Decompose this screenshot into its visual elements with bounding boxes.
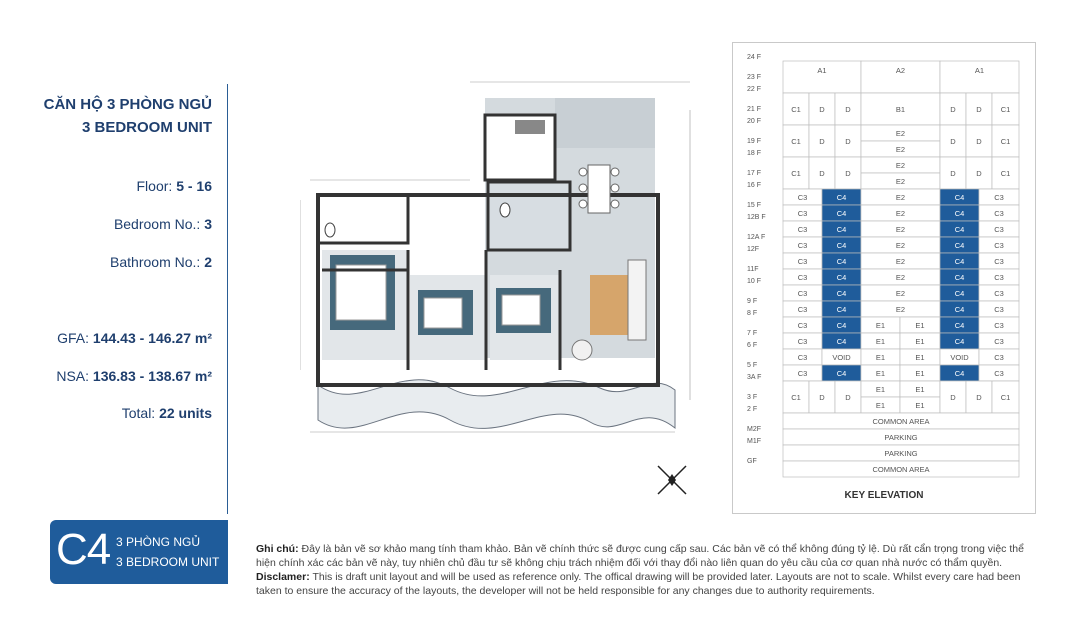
elevation-cell-label: E2 (895, 129, 906, 138)
balcony (318, 380, 675, 429)
bed-3-mattress (502, 295, 540, 325)
floor-label: 12A F (747, 234, 766, 241)
elevation-cell-label: C3 (797, 305, 808, 314)
elevation-cell-label: D (845, 105, 851, 115)
elevation-cell-label: D (819, 393, 825, 403)
toilet-2 (500, 203, 510, 217)
bathroom-stat (110, 254, 212, 270)
bed-2-mattress (424, 298, 462, 328)
elevation-cell-label: E2 (895, 145, 906, 154)
bedroom-label: Bedroom No.: (113, 216, 201, 232)
elevation-cell-label: C3 (994, 193, 1004, 202)
gfa-value: 144.43 - 146.27 m² (92, 330, 212, 346)
elevation-cell-label: C3 (994, 225, 1004, 234)
elevation-cell-label: C3 (994, 241, 1004, 250)
floor-label: 24 F (747, 54, 762, 61)
elevation-cell-label: B1 (895, 105, 906, 115)
elevation-cell-label: D (976, 105, 982, 115)
elevation-cell-label: VOID (832, 353, 851, 362)
elevation-cell-label: PARKING (884, 449, 918, 458)
floor-label: 8 F (747, 310, 758, 317)
bedroom-stat (114, 216, 212, 232)
elevation-cell-label: D (845, 137, 851, 147)
elevation-cell-label: D (976, 169, 982, 179)
elevation-cell-label: D (950, 105, 956, 115)
key-elevation-panel (732, 42, 1036, 514)
floor-label: 3A F (747, 374, 762, 381)
note-vi-label: Ghi chú: (256, 543, 299, 555)
elevation-cell-label: C4 (836, 225, 847, 234)
elevation-cell-label: C4 (836, 369, 847, 378)
gfa-stat (57, 330, 212, 346)
elevation-cell-label: C4 (954, 369, 965, 378)
elevation-cell-label: C4 (954, 193, 965, 202)
elevation-cell-label: D (950, 393, 956, 403)
elevation-cell-label: C4 (836, 193, 847, 202)
elevation-cell-label: D (819, 137, 825, 147)
elevation-cell-label: E2 (895, 209, 906, 218)
gfa-label: GFA: (57, 330, 90, 346)
elevation-cell-label: C4 (836, 321, 847, 330)
elevation-cell-label: E2 (895, 193, 906, 202)
elevation-cell-label: E1 (915, 369, 925, 378)
elevation-cell-label: E2 (895, 225, 906, 234)
elevation-cell-label: C4 (954, 273, 965, 282)
north-arrow-icon (652, 460, 692, 500)
elevation-cell-label: C3 (797, 337, 808, 346)
toilet-1 (325, 223, 335, 237)
elevation-cell-label: C1 (1000, 137, 1011, 147)
elevation-cell-label: C4 (954, 241, 965, 250)
elevation-cell-label: C3 (797, 225, 808, 234)
elevation-cell-label: E2 (895, 305, 906, 314)
elevation-cell-label: C1 (791, 105, 801, 115)
elevation-cell-label: D (976, 393, 982, 403)
floor-label: 10 F (747, 278, 762, 285)
elevation-cell-label: COMMON AREA (872, 417, 930, 426)
elevation-cell-label: D (950, 137, 956, 147)
elevation-cell-label: C3 (994, 305, 1004, 314)
living-rug (590, 275, 630, 335)
bathroom-value: 2 (204, 254, 212, 270)
elevation-cell-label: E1 (915, 337, 925, 346)
unit-code: C4 (56, 525, 111, 574)
floor-label: 6 F (747, 342, 758, 349)
bedroom-value: 3 (204, 216, 212, 232)
nsa-value: 136.83 - 138.67 m² (92, 368, 212, 384)
elevation-cell-label: C4 (836, 305, 847, 314)
elevation-cell-label: D (976, 137, 982, 147)
floor-label: 12F (747, 246, 760, 253)
note-en (256, 570, 1046, 598)
elevation-cell-label: C4 (836, 273, 847, 282)
elevation-cell-label: C4 (954, 225, 965, 234)
note-en-text: This is draft unit layout and will be used as reference only. The offical drawing will be provided later. Layouts are not to scale. Whilst every care had been taken to ensure the accuracy of the layouts, the developer will not be held responsible for any changes due to authority requirements. (256, 571, 1021, 597)
floor-label: 17 F (747, 170, 762, 177)
elevation-cell-label: D (845, 169, 851, 179)
elevation-cell-label: E2 (895, 289, 906, 298)
elevation-cell-label: C3 (994, 337, 1004, 346)
elevation-cell-label: E1 (915, 401, 925, 410)
floor-label: 7 F (747, 330, 758, 337)
elevation-cell-label: C1 (1000, 393, 1011, 403)
elevation-cell-label: C3 (994, 209, 1004, 218)
floor-value: 5 - 16 (176, 178, 212, 194)
unit-title-en: 3 BEDROOM UNIT (81, 119, 212, 136)
elevation-cell-label: E2 (895, 177, 906, 186)
elevation-cell-label: C4 (954, 209, 965, 218)
elevation-cell-label: A1 (817, 66, 827, 75)
dining-table (588, 165, 610, 213)
note-vi-text: Đây là bản vẽ sơ khảo mang tính tham khảo. Bản vẽ chính thức sẽ được cung cấp sau. Các bản vẽ có thể không đúng tỷ lệ. Dù rất cẩn trọng trong việc thể hiện chính xác các bản vẽ này, tuy nhiên chủ đầu tư sẽ không chịu trách nhiệm đối với thay đổi nào liên quan do yêu cầu của cơ quan nhà nước có thẩm quyền. (256, 543, 1024, 569)
elevation-cell-label: E2 (895, 273, 906, 282)
elevation-cell-label: E1 (915, 353, 925, 362)
total-label: Total: (121, 405, 156, 421)
note-vi (256, 542, 1046, 570)
terrace-area (555, 98, 655, 148)
elevation-cell-label: C3 (994, 353, 1004, 362)
floor-label: 15 F (747, 202, 762, 209)
elevation-cell-label: C3 (994, 257, 1004, 266)
floor-label: 11F (747, 266, 759, 273)
elevation-cell-label: E2 (895, 241, 906, 250)
elevation-cell-label: C3 (994, 321, 1004, 330)
elevation-cell-label: E1 (875, 321, 886, 330)
elevation-cell-label: VOID (950, 353, 969, 362)
floor-label: M1F (747, 438, 761, 445)
disclaimer-notes (256, 542, 1046, 598)
elevation-cell-label: COMMON AREA (872, 465, 930, 474)
floor-label: M2F (747, 426, 761, 433)
elevation-cell-label: C3 (797, 273, 808, 282)
floor-label: 3 F (747, 394, 758, 401)
elevation-cell-label: C4 (836, 337, 847, 346)
elevation-cell-label: E1 (875, 337, 886, 346)
total-stat (122, 405, 212, 421)
elevation-cell-label: C3 (797, 321, 808, 330)
floor-label: 19 F (747, 138, 762, 145)
nsa-label: NSA: (56, 368, 90, 384)
armchair (572, 340, 592, 360)
elevation-cell-label: C1 (1000, 169, 1011, 179)
elevation-cell-label: C1 (791, 137, 801, 147)
elevation-cell-label: C4 (836, 257, 847, 266)
elevation-cell-label: C4 (836, 241, 847, 250)
panel-divider (227, 84, 228, 514)
floor-label: 23 F (747, 74, 762, 81)
sofa (628, 260, 646, 340)
floor-label: 2 F (747, 406, 758, 413)
elevation-cell-label: E1 (875, 369, 886, 378)
elevation-cell-label: E1 (915, 385, 925, 394)
elevation-cell-label: E2 (895, 161, 906, 170)
nsa-stat (56, 368, 212, 384)
elevation-cell-label: C4 (954, 305, 965, 314)
elevation-cell-label: C3 (797, 257, 808, 266)
unit-title-vi: CĂN HỘ 3 PHÒNG NGỦ (43, 96, 212, 113)
floor-stat (137, 178, 213, 194)
note-en-label: Disclamer: (256, 571, 310, 583)
elevation-cell-label: E1 (875, 401, 886, 410)
elevation-cell-label: C3 (797, 369, 808, 378)
floor-label: 18 F (747, 150, 762, 157)
elevation-cell-label: C3 (994, 273, 1004, 282)
key-elevation-title: KEY ELEVATION (844, 490, 924, 501)
unit-type-badge (50, 520, 228, 584)
floor-label: GF (747, 458, 757, 465)
elevation-cell-label: E1 (915, 321, 925, 330)
elevation-cell-label: PARKING (884, 433, 918, 442)
elevation-cell-label: D (950, 169, 956, 179)
elevation-cell-label: C3 (797, 241, 808, 250)
elevation-cell-label: C3 (797, 209, 808, 218)
elevation-cell-label: C1 (791, 169, 801, 179)
kitchen-stove (515, 120, 545, 134)
elevation-cell-label: E1 (875, 385, 886, 394)
elevation-cell-label: C4 (954, 337, 965, 346)
key-elevation-grid (733, 43, 1035, 483)
badge-line-en: 3 BEDROOM UNIT (116, 555, 220, 569)
elevation-cell-label: C3 (797, 289, 808, 298)
elevation-cell-label: D (845, 393, 851, 403)
floor-label: 20 F (747, 118, 762, 125)
floor-plan-drawing (300, 70, 700, 510)
floor-label: 21 F (747, 106, 762, 113)
elevation-cell-label: C3 (994, 369, 1004, 378)
elevation-cell-label: C3 (797, 353, 808, 362)
elevation-cell-label: C4 (954, 321, 965, 330)
elevation-cell-label: D (819, 169, 825, 179)
elevation-cell-label: C4 (836, 289, 847, 298)
elevation-cell-label: A1 (974, 66, 985, 75)
elevation-cell-label: E1 (875, 353, 886, 362)
elevation-cell-label: C3 (797, 193, 808, 202)
bed-1-mattress (336, 265, 386, 320)
elevation-cell-label: C4 (954, 257, 965, 266)
elevation-cell-label: C1 (1000, 105, 1011, 115)
bathroom-label: Bathroom No.: (110, 254, 201, 270)
floor-label: Floor: (136, 178, 173, 194)
elevation-cell-label: C4 (954, 289, 965, 298)
total-value: 22 units (159, 405, 212, 421)
elevation-cell-label: D (819, 105, 825, 115)
elevation-cell-label: A2 (895, 66, 906, 75)
floor-plan-svg (300, 70, 700, 510)
floor-label: 9 F (747, 298, 758, 305)
floor-label: 12B F (747, 214, 766, 221)
badge-line-vi: 3 PHÒNG NGỦ (116, 535, 201, 549)
elevation-cell-label: C4 (836, 209, 847, 218)
elevation-cell-label: C3 (994, 289, 1004, 298)
elevation-cell-label: C1 (791, 393, 801, 403)
floor-label: 16 F (747, 182, 762, 189)
common-bathroom (488, 182, 570, 250)
floor-label: 5 F (747, 362, 758, 369)
elevation-cell-label: E2 (895, 257, 906, 266)
floor-label: 22 F (747, 86, 762, 93)
